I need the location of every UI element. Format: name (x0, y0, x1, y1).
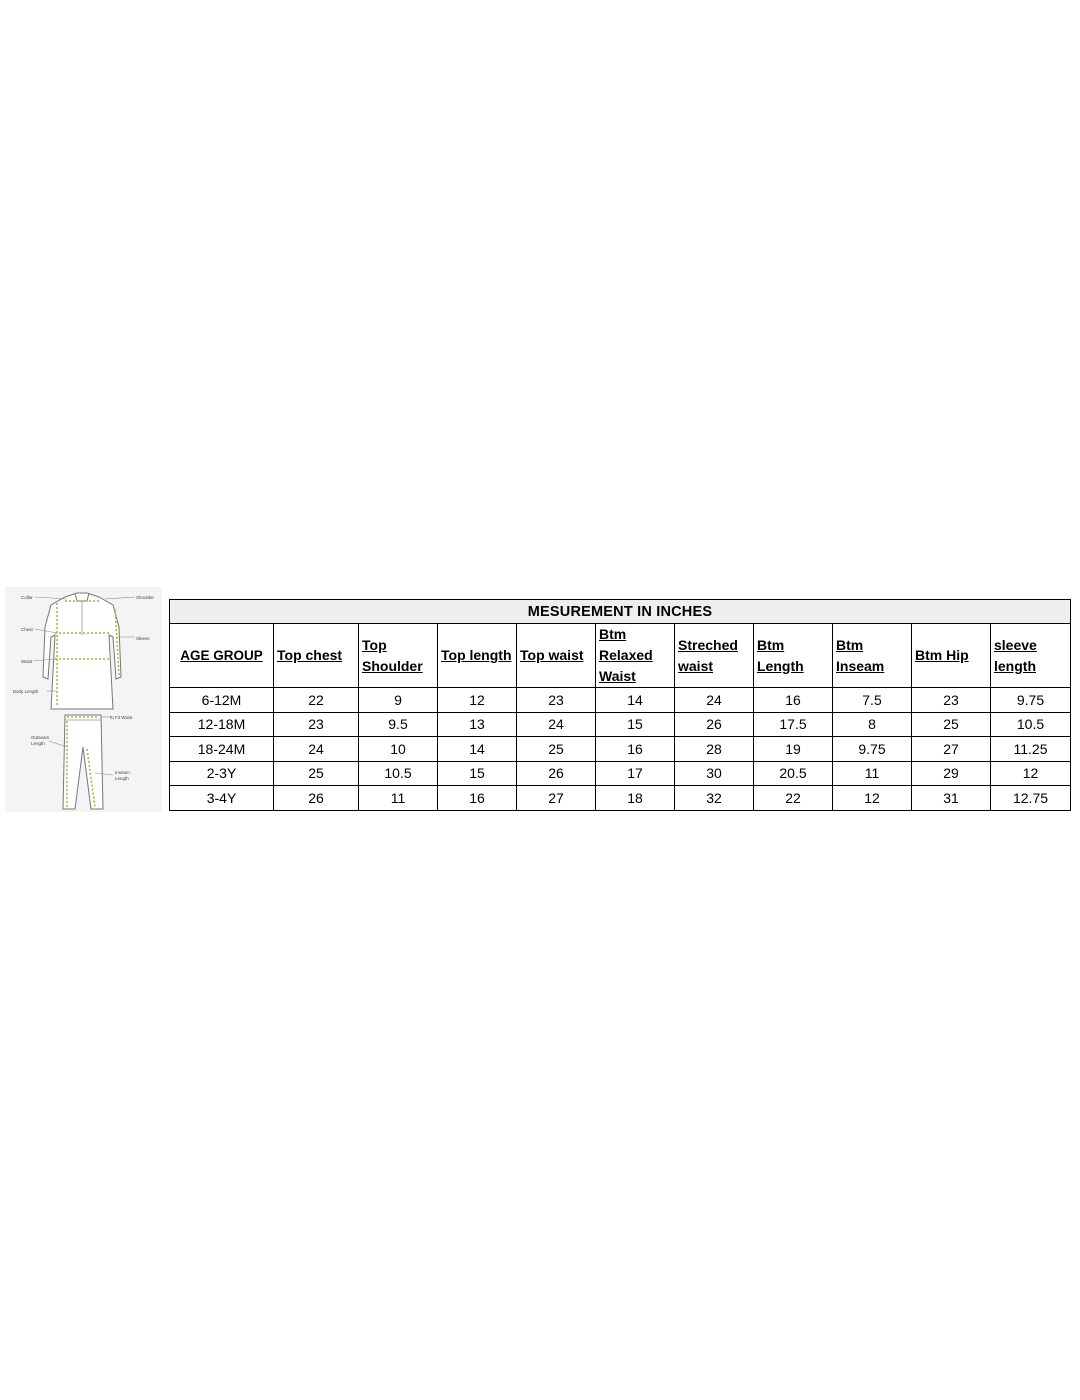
body-length-label: Body Length (13, 689, 39, 694)
measurement-cell: 23 (274, 712, 359, 737)
column-header-line: Btm Hip (915, 647, 969, 663)
measurement-cell: 16 (754, 688, 833, 713)
column-header-line: Top (362, 636, 387, 653)
measurement-cell: 17 (596, 761, 675, 786)
column-header-line: Top chest (277, 647, 343, 663)
column-header (991, 624, 1071, 688)
measurement-cell: 22 (754, 786, 833, 811)
measurement-cell: 7.5 (833, 688, 912, 713)
garment-measurement-diagram (5, 587, 162, 812)
measurement-cell: 25 (912, 712, 991, 737)
measurement-cell: 9.5 (359, 712, 438, 737)
measurement-cell: 12 (991, 761, 1071, 786)
column-header-line: Shoulder (362, 657, 423, 674)
measurement-cell: 10.5 (991, 712, 1071, 737)
measurement-cell: 15 (596, 712, 675, 737)
column-header (170, 624, 274, 688)
column-header-line: Btm (757, 636, 785, 653)
outseam-label-line2: Length (31, 741, 45, 746)
measurement-cell: 28 (675, 737, 754, 762)
column-header (833, 624, 912, 688)
age-group-cell: 2-3Y (170, 761, 274, 786)
column-header-line: Top waist (520, 647, 584, 663)
column-header (274, 624, 359, 688)
column-header-line: Streched (678, 636, 738, 653)
size-chart-table (169, 599, 1071, 811)
measurement-cell: 8 (833, 712, 912, 737)
table-row (170, 761, 1071, 786)
column-header (517, 624, 596, 688)
measurement-cell: 12 (833, 786, 912, 811)
outseam-label-line1: Outseam (31, 735, 50, 740)
measurement-cell: 23 (912, 688, 991, 713)
measurement-cell: 24 (675, 688, 754, 713)
column-header-line: Top length (441, 647, 512, 663)
measurement-cell: 29 (912, 761, 991, 786)
measurement-cell: 20.5 (754, 761, 833, 786)
measurement-cell: 26 (517, 761, 596, 786)
measurement-cell: 30 (675, 761, 754, 786)
column-header (754, 624, 833, 688)
measurement-cell: 15 (438, 761, 517, 786)
table-row (170, 688, 1071, 713)
measurement-cell: 23 (517, 688, 596, 713)
measurement-cell: 24 (517, 712, 596, 737)
inseam-label-line2: Length (115, 776, 129, 781)
measurement-cell: 26 (675, 712, 754, 737)
column-header-line: Length (757, 657, 804, 674)
table-title: MESUREMENT IN INCHES (170, 600, 1071, 624)
collar-label: Collar (21, 595, 33, 600)
measurement-cell: 31 (912, 786, 991, 811)
measurement-cell: 32 (675, 786, 754, 811)
measurement-cell: 27 (517, 786, 596, 811)
column-header-line: length (994, 657, 1036, 674)
measurement-cell: 17.5 (754, 712, 833, 737)
age-group-cell: 3-4Y (170, 786, 274, 811)
table-title-row (170, 600, 1071, 624)
column-header-line: Waist (599, 668, 636, 684)
measurement-cell: 10 (359, 737, 438, 762)
measurement-cell: 9.75 (991, 688, 1071, 713)
measurement-cell: 11 (359, 786, 438, 811)
chest-label: Chest (21, 627, 33, 632)
table-row (170, 737, 1071, 762)
column-header (675, 624, 754, 688)
measurement-cell: 11 (833, 761, 912, 786)
column-header-line: Btm (599, 626, 627, 642)
measurement-cell: 11.25 (991, 737, 1071, 762)
measurement-cell: 22 (274, 688, 359, 713)
measurement-cell: 9 (359, 688, 438, 713)
shoulder-label: Shoulder (136, 595, 155, 600)
column-header (596, 624, 675, 688)
column-header (912, 624, 991, 688)
age-group-cell: 12-18M (170, 712, 274, 737)
measurement-cell: 16 (438, 786, 517, 811)
measurement-cell: 12 (438, 688, 517, 713)
kurta-pajama-illustration (5, 587, 162, 812)
measurement-cell: 10.5 (359, 761, 438, 786)
measurement-cell: 13 (438, 712, 517, 737)
column-header-line: Btm (836, 636, 864, 653)
measurement-cell: 25 (274, 761, 359, 786)
table-row (170, 786, 1071, 811)
measurement-cell: 14 (438, 737, 517, 762)
table-body (170, 688, 1071, 811)
to-fit-waist-label: To Fit Waist (109, 715, 133, 720)
measurement-cell: 24 (274, 737, 359, 762)
measurement-cell: 14 (596, 688, 675, 713)
column-header-line: sleeve (994, 636, 1037, 653)
column-header (359, 624, 438, 688)
sleeve-label: Sleeve (136, 636, 150, 641)
column-header-line: Relaxed (599, 647, 653, 663)
column-header-line: Inseam (836, 657, 885, 674)
inseam-label-line1: Inseam (115, 770, 130, 775)
measurement-cell: 12.75 (991, 786, 1071, 811)
measurement-cell: 18 (596, 786, 675, 811)
measurement-cell: 9.75 (833, 737, 912, 762)
column-header-line: waist (678, 657, 714, 674)
age-group-cell: 6-12M (170, 688, 274, 713)
table-header-row (170, 624, 1071, 688)
measurement-cell: 27 (912, 737, 991, 762)
measurement-cell: 16 (596, 737, 675, 762)
age-group-cell: 18-24M (170, 737, 274, 762)
waist-label: Waist (21, 659, 33, 664)
measurement-cell: 19 (754, 737, 833, 762)
column-header-line: AGE GROUP (180, 648, 263, 663)
measurement-cell: 26 (274, 786, 359, 811)
measurement-cell: 25 (517, 737, 596, 762)
column-header (438, 624, 517, 688)
table-row (170, 712, 1071, 737)
